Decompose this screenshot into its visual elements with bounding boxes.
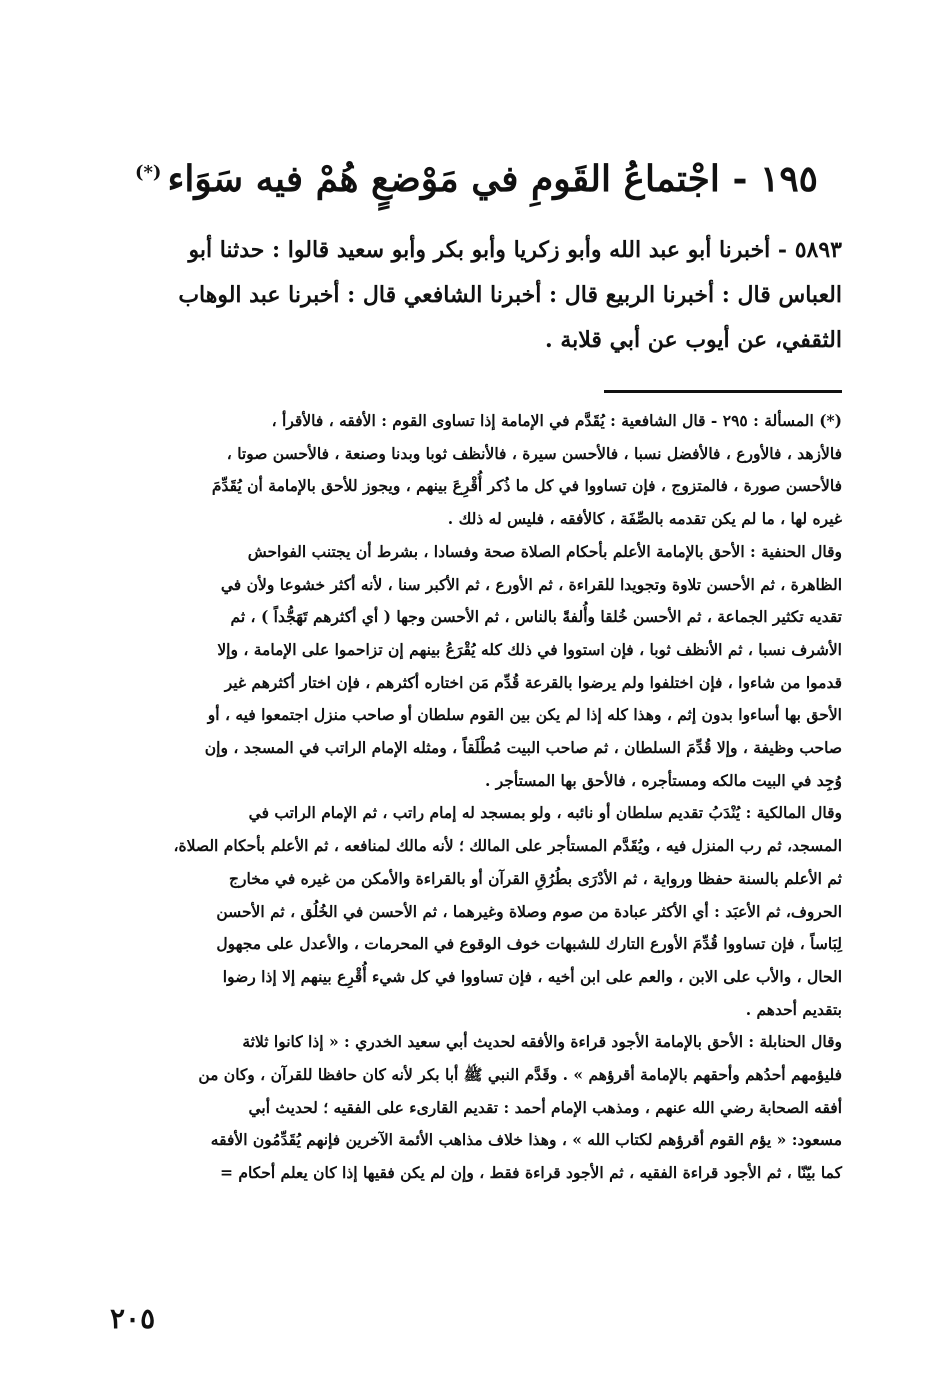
footnote-line: ثم الأعلم بالسنة حفظا ورواية ، ثم الأدْرَى بطُرُقِ القرآن أو بالقراءة والأمكن من غيره في مخارج	[228, 868, 842, 888]
footnote-line: غيره لها ، ما لم يكن تقدمه بالصِّفَة ، كالأفقه ، فليس له ذلك .	[447, 509, 842, 529]
footnote-separator	[604, 390, 842, 393]
footnote-line: الأحق بها أساءوا بدون إثم ، وهذا كله إذا لم يكن بين القوم سلطان أو صاحب منزل اجتمعوا فيه ، أو	[207, 705, 842, 725]
footnote-line: (*) المسألة : ٢٩٥ - قال الشافعية : يُقَدَّم في الإمامة إذا تساوى القوم : الأفقه ، فالأقرأ ،	[271, 411, 842, 430]
chapter-number: ١٩٥	[759, 158, 818, 200]
chapter-title: اجْتماعُ القَومِ في مَوْضعٍ هُمْ فيه سَوَاء	[167, 158, 720, 200]
chapter-dash: -	[732, 158, 748, 200]
shafii-paragraph	[100, 405, 842, 536]
chapter-heading	[100, 158, 818, 200]
footnote-line: الأشرف نسبا ، ثم الأنظف ثوبا ، فإن استووا في ذلك كله يُقْرَعُ بينهم إن تزاحموا على الإمامة ، وإلا	[217, 639, 842, 659]
footnote-line: وُجِد في البيت مالكه ومستأجره ، فالأحق بها المستأجر .	[485, 770, 842, 790]
footnote-line: الحروف، ثم الأعبَد : أي الأكثر عبادة من صوم وصلاة وغيرهما ، ثم الأحسن في الخُلُق ، ثم الأحسن	[216, 901, 842, 921]
hadith-line: الثقفي، عن أيوب عن أبي قلابة .	[545, 327, 842, 353]
footnote-line: تقديه تكثير الجماعة ، ثم الأحسن خُلقا وأُلفةً بالناس ، ثم الأحسن وجها ( أي أكثرهم تَهَجُّداً ) ، ثم	[230, 607, 842, 627]
page-number: ٢٠٥	[110, 1302, 156, 1335]
hadith-text	[100, 228, 842, 363]
footnote-line: وقال المالكية : يُنْدَبُ تقديم سلطان أو نائبه ، ولو بمسجد له إمام راتب ، ثم الإمام الراتب في	[248, 803, 842, 823]
footnote-line: مسعود: « يؤم القوم أقرؤهم لكتاب الله » ، وهذا خلاف مذاهب الأئمة الآخرين فإنهم يُقَدِّمُون الأفقه	[210, 1130, 842, 1150]
footnote-line: فليؤمهم أحدُهم وأحقهم بالإمامة أقرؤهم » . وقَدَّم النبي ﷺ أبا بكر لأنه كان حافظا للقرآن ، وكان من	[198, 1065, 842, 1085]
hanbali-paragraph	[100, 1026, 842, 1190]
footnote-line: قدموا من شاءوا ، فإن اختلفوا ولم يرضوا بالقرعة قُدِّم مَن اختاره أكثرهم ، فإن اختار أكثرهم غير	[224, 672, 842, 692]
footnote-line: وقال الحنفية : الأحق بالإمامة الأعلم بأحكام الصلاة صحة وفسادا ، بشرط أن يجتنب الفواحش	[247, 541, 842, 561]
footnote-marker: (*)	[135, 162, 162, 183]
footnote-line: كما بيّنّا ، ثم الأجود قراءة الفقيه ، ثم الأجود قراءة فقط ، وإن لم يكن فقيها إذا كان يعلم أحكام =	[219, 1163, 842, 1183]
hanafi-paragraph	[100, 536, 842, 798]
footnote-line: لِبَاساً ، فإن تساووا قُدِّمَ الأورع التارك للشبهات خوف الوقوع في المحرمات ، والأعدل على مجهول	[216, 934, 842, 954]
footnote-line: أفقه الصحابة رضي الله عنهم ، ومذهب الإمام أحمد : تقديم القارىء على الفقيه ؛ لحديث أبي	[248, 1097, 842, 1117]
footnote-line: صاحب وظيفة ، وإلا قُدِّمَ السلطان ، ثم صاحب البيت مُطْلَقاً ، ومثله الإمام الراتب في المسجد ، وإن	[204, 738, 842, 758]
hadith-line: ٥٨٩٣ - أخبرنا أبو عبد الله وأبو زكريا وأبو بكر وأبو سعيد قالوا : حدثنا أبو	[188, 237, 842, 263]
footnote-line: الظاهرة ، ثم الأحسن تلاوة وتجويدا للقراءة ، ثم الأورع ، ثم الأكبر سنا ، لأنه أكثر خشوعا ولأن في	[220, 574, 842, 594]
hadith-line: العباس قال : أخبرنا الربيع قال : أخبرنا الشافعي قال : أخبرنا عبد الوهاب	[178, 282, 842, 308]
footnote-line: المسجد، ثم رب المنزل فيه ، ويُقَدَّم المستأجر على المالك ؛ لأنه مالك لمنافعه ، ثم الأعلم بأحكام الصلاة،	[173, 836, 842, 856]
footnote-line: فالأحسن صورة ، فالمتزوج ، فإن تساووا في كل ما ذُكر أُقْرِعَ بينهم ، ويجوز للأحق بالإمامة أن يُقَدِّمَ	[211, 476, 842, 496]
footnote-line: الحال ، والأب على الابن ، والعم على ابن أخيه ، فإن تساووا في كل شيء أُقْرِع بينهم إلا إذا رضوا	[222, 966, 842, 986]
footnote-line: بتقديم أحدهم .	[745, 999, 842, 1019]
footnote-line: فالأزهد ، فالأورع ، فالأفضل نسبا ، فالأحسن سيرة ، فالأنظف ثوبا وبدنا وصنعة ، فالأحسن صوتا ،	[226, 443, 842, 463]
maliki-paragraph	[100, 797, 842, 1026]
footnote-line: وقال الحنابلة : الأحق بالإمامة الأجود قراءة والأفقه لحديث أبي سعيد الخدري : « إذا كانوا ثلاثة	[242, 1032, 842, 1052]
footnote-section	[100, 405, 842, 1190]
book-page	[100, 0, 842, 1375]
